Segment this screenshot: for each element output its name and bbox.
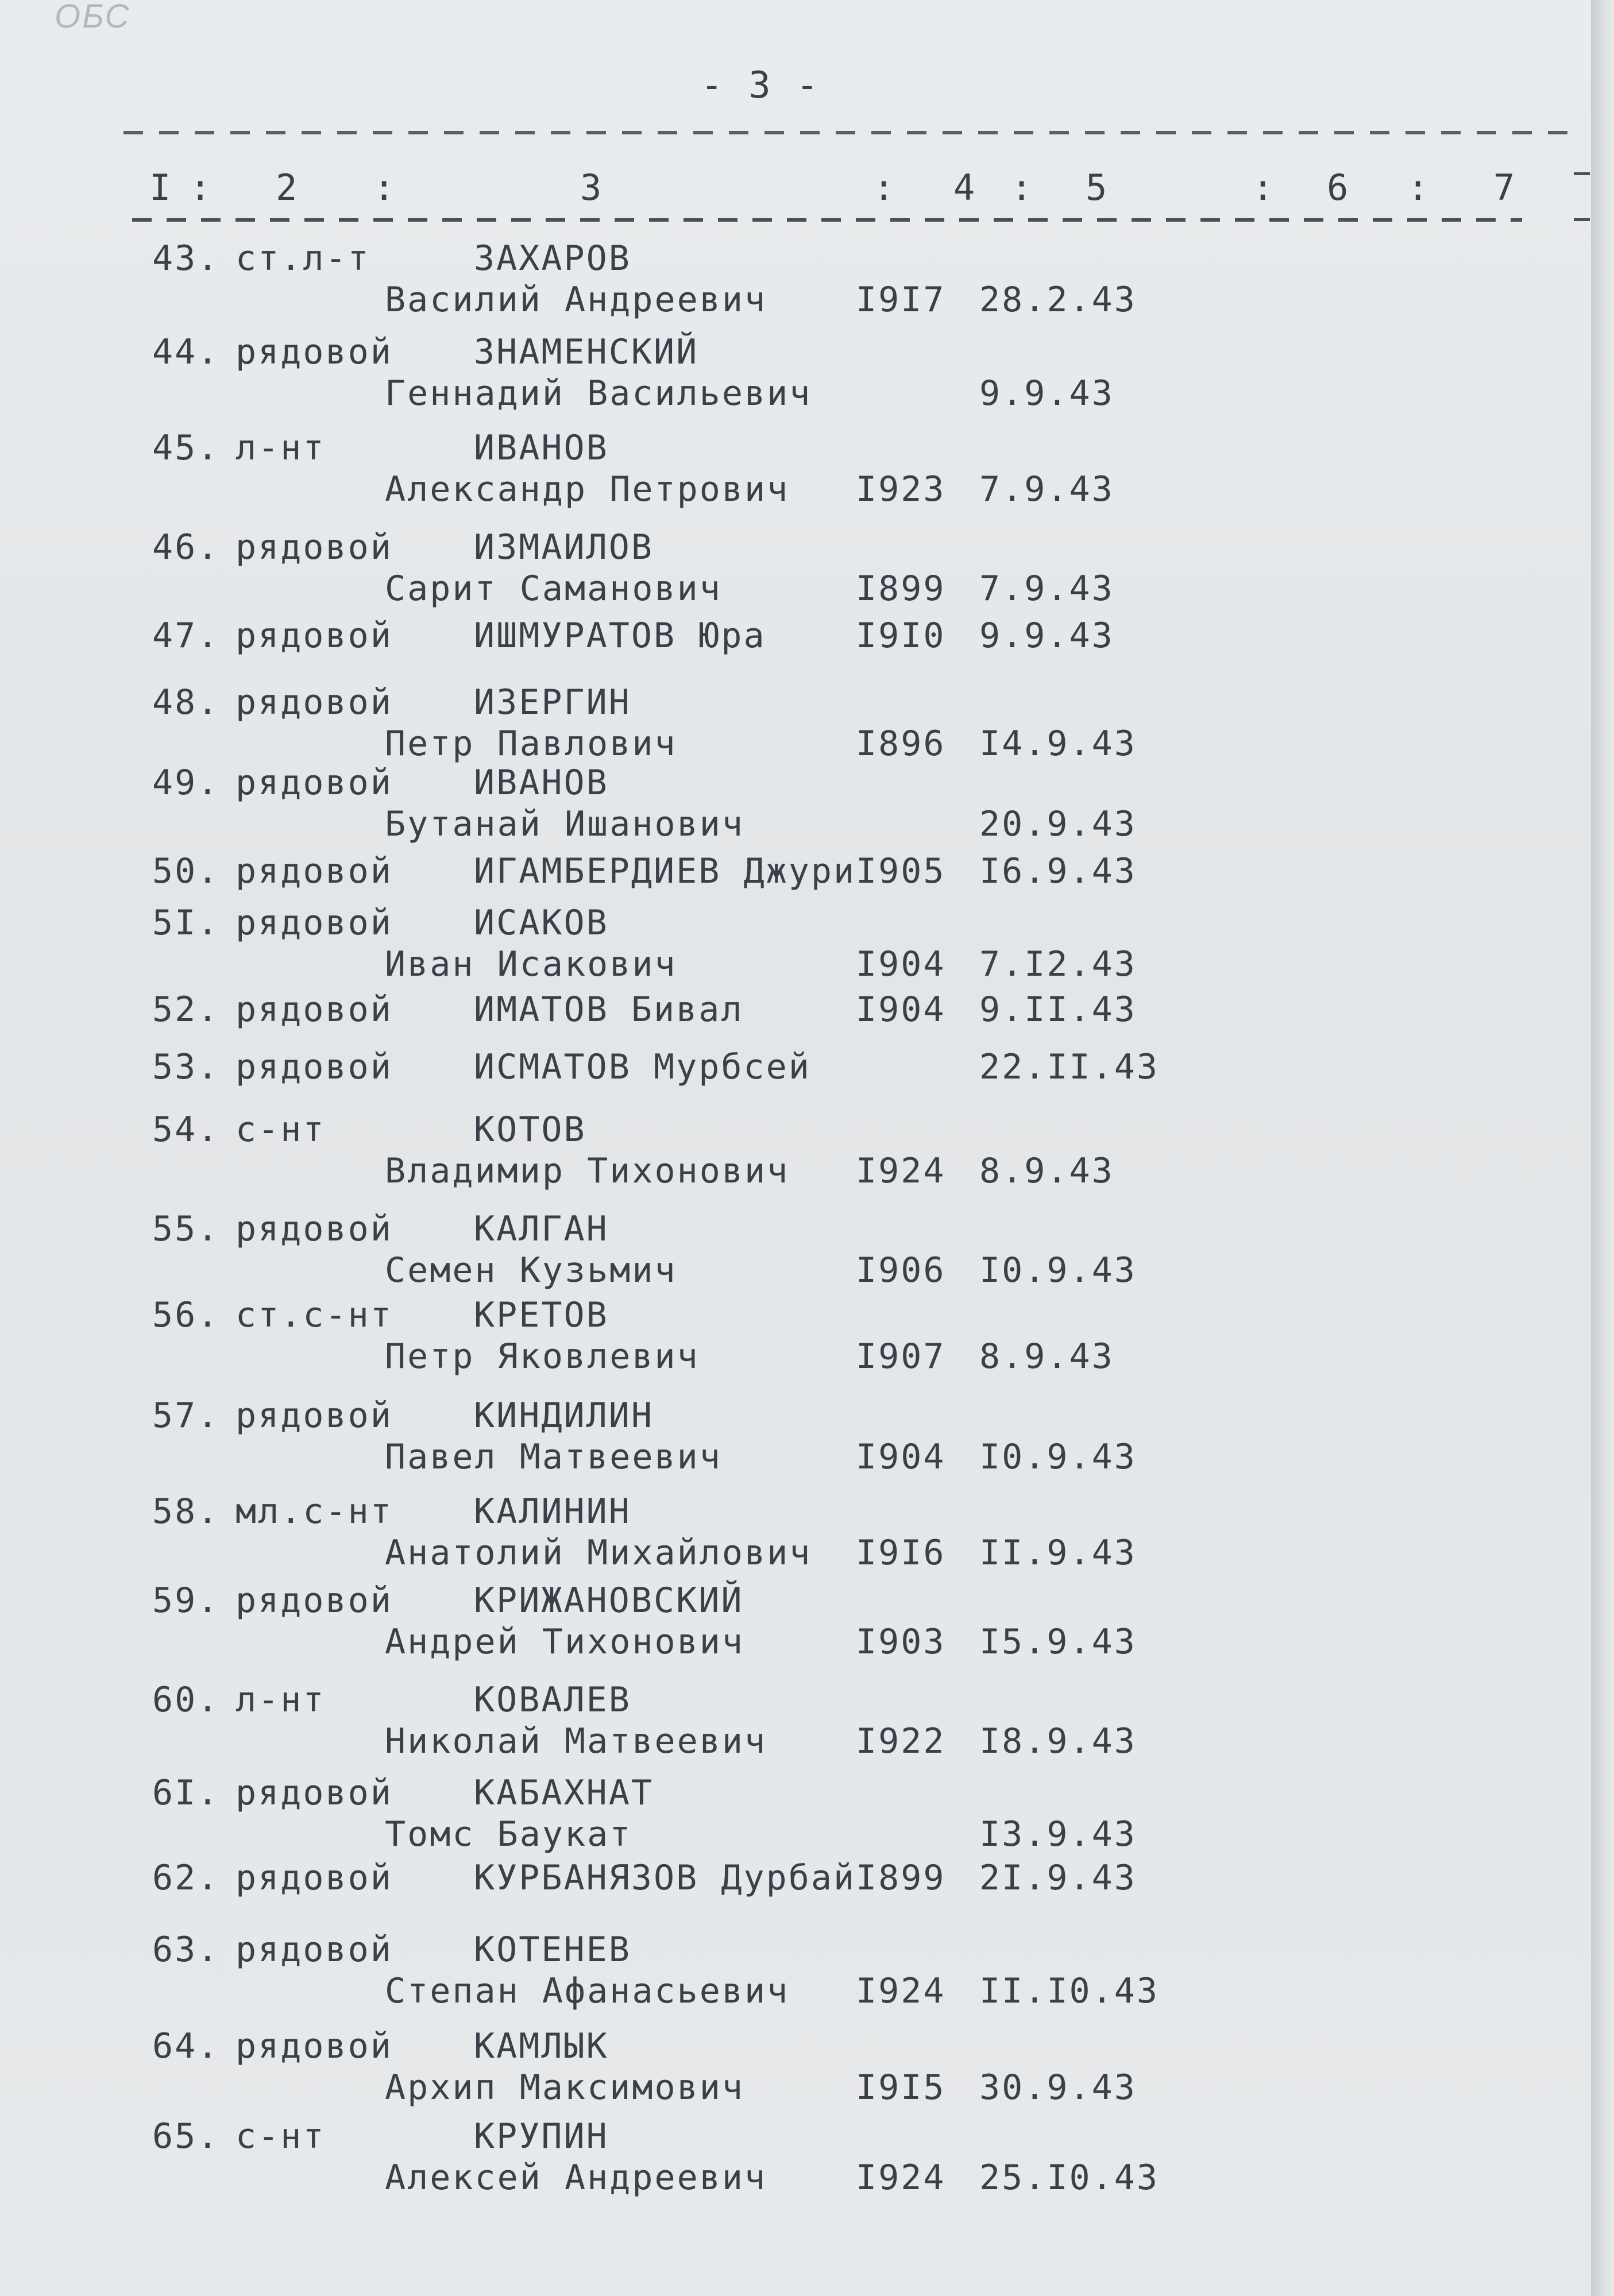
entry-given-name: Томс Баукат xyxy=(385,1814,632,1854)
entry-rank: рядовой xyxy=(235,851,393,891)
entry-rank: рядовой xyxy=(235,1580,393,1621)
entry-birth-year: I923 xyxy=(856,469,946,509)
page-number: - 3 - xyxy=(701,64,820,107)
entry-rank: рядовой xyxy=(235,527,393,567)
entry-rank: рядовой xyxy=(235,332,393,372)
entry-rank: рядовой xyxy=(235,2026,393,2066)
header-sep: : xyxy=(190,167,213,208)
entry-given-name: Владимир Тихонович xyxy=(385,1151,790,1191)
header-col-2: 2 xyxy=(276,167,299,208)
header-col-5: 5 xyxy=(1086,167,1109,208)
entry-number: 6I. xyxy=(152,1773,220,1813)
entry-rank: рядовой xyxy=(235,616,393,656)
entry-surname: ИСАКОВ xyxy=(474,903,609,943)
entry-surname: КАБАХНАТ xyxy=(474,1773,654,1813)
entry-surname: ИЗЕРГИН xyxy=(474,682,631,722)
entry-rank: рядовой xyxy=(235,989,393,1030)
entry-given-name: Александр Петрович xyxy=(385,469,790,509)
entry-rank: рядовой xyxy=(235,763,393,803)
entry-number: 43. xyxy=(152,238,220,279)
margin-dash xyxy=(1574,172,1590,175)
header-col-6: 6 xyxy=(1327,167,1350,208)
entry-date: I5.9.43 xyxy=(979,1622,1137,1662)
entry-given-name: Степан Афанасьевич xyxy=(385,1971,790,2011)
entry-surname: КАЛГАН xyxy=(474,1209,609,1249)
entry-birth-year: I9I6 xyxy=(856,1533,946,1573)
entry-number: 59. xyxy=(152,1580,220,1621)
entry-number: 64. xyxy=(152,2026,220,2066)
entry-date: 9.9.43 xyxy=(979,373,1114,413)
entry-given-name: Архип Максимович xyxy=(385,2067,744,2108)
header-col-4: 4 xyxy=(953,167,977,208)
entry-surname: ИЗМАИЛОВ xyxy=(474,527,654,567)
entry-surname: КУРБАНЯЗОВ Дурбай xyxy=(474,1858,856,1898)
entry-number: 49. xyxy=(152,763,220,803)
header-col-7: 7 xyxy=(1493,167,1517,208)
entry-rank: ст.с-нт xyxy=(235,1295,393,1335)
entry-number: 48. xyxy=(152,682,220,722)
entry-given-name: Василий Андреевич xyxy=(385,280,767,320)
entry-date: 9.9.43 xyxy=(979,616,1114,656)
entry-date: 9.II.43 xyxy=(979,989,1137,1030)
entry-surname: КОТОВ xyxy=(474,1110,586,1150)
entry-surname: КРЕТОВ xyxy=(474,1295,609,1335)
entry-date: I3.9.43 xyxy=(979,1814,1137,1854)
entry-date: 7.9.43 xyxy=(979,569,1114,609)
entry-rank: с-нт xyxy=(235,2116,326,2156)
entry-birth-year: I896 xyxy=(856,724,946,764)
entry-surname: ИШМУРАТОВ Юра xyxy=(474,616,766,656)
entry-birth-year: I906 xyxy=(856,1250,946,1290)
entry-birth-year: I904 xyxy=(856,989,946,1030)
entry-date: I0.9.43 xyxy=(979,1250,1137,1290)
corner-note: ОБС xyxy=(55,0,131,35)
entry-date: 2I.9.43 xyxy=(979,1858,1137,1898)
entry-given-name: Иван Исакович xyxy=(385,944,677,984)
entry-surname: ЗНАМЕНСКИЙ xyxy=(474,332,699,372)
entry-surname: ИГАМБЕРДИЕВ Джури xyxy=(474,851,856,891)
entry-number: 58. xyxy=(152,1491,220,1532)
adjacent-page-edge xyxy=(1591,0,1614,2296)
entry-number: 46. xyxy=(152,527,220,567)
entry-given-name: Павел Матвеевич xyxy=(385,1437,722,1477)
entry-rank: рядовой xyxy=(235,1047,393,1087)
entry-given-name: Геннадий Васильевич xyxy=(385,373,812,413)
entry-surname: ЗАХАРОВ xyxy=(474,238,631,279)
entry-surname: ИМАТОВ Бивал xyxy=(474,989,744,1030)
header-col-1: I xyxy=(149,167,173,208)
entry-number: 54. xyxy=(152,1110,220,1150)
entry-rank: рядовой xyxy=(235,1773,393,1813)
entry-number: 52. xyxy=(152,989,220,1030)
entry-date: 22.II.43 xyxy=(979,1047,1159,1087)
entry-number: 50. xyxy=(152,851,220,891)
entry-birth-year: I9I7 xyxy=(856,280,946,320)
table-header xyxy=(132,167,1568,224)
entry-birth-year: I899 xyxy=(856,569,946,609)
entry-birth-year: I907 xyxy=(856,1336,946,1377)
entry-surname: КИНДИЛИН xyxy=(474,1396,654,1436)
entry-rank: л-нт xyxy=(235,1680,326,1720)
entry-date: II.9.43 xyxy=(979,1533,1137,1573)
entry-rank: л-нт xyxy=(235,428,326,468)
entry-surname: КРУПИН xyxy=(474,2116,609,2156)
entry-given-name: Петр Яковлевич xyxy=(385,1336,700,1377)
entry-birth-year: I922 xyxy=(856,1721,946,1761)
entry-rank: рядовой xyxy=(235,1396,393,1436)
entry-birth-year: I904 xyxy=(856,1437,946,1477)
entry-given-name: Сарит Саманович xyxy=(385,569,722,609)
entry-birth-year: I924 xyxy=(856,1971,946,2011)
entry-number: 5I. xyxy=(152,903,220,943)
entry-number: 47. xyxy=(152,616,220,656)
entry-given-name: Алексей Андреевич xyxy=(385,2158,767,2198)
entry-given-name: Бутанай Ишанович xyxy=(385,804,744,844)
header-sep: : xyxy=(1252,167,1276,208)
entry-surname: ИВАНОВ xyxy=(474,763,609,803)
entry-date: I0.9.43 xyxy=(979,1437,1137,1477)
entry-birth-year: I905 xyxy=(856,851,946,891)
entry-date: II.I0.43 xyxy=(979,1971,1159,2011)
entry-rank: рядовой xyxy=(235,682,393,722)
header-sep: : xyxy=(873,167,897,208)
entry-number: 55. xyxy=(152,1209,220,1249)
entry-given-name: Петр Павлович xyxy=(385,724,677,764)
entry-surname: КРИЖАНОВСКИЙ xyxy=(474,1580,744,1621)
entry-date: 8.9.43 xyxy=(979,1336,1114,1377)
entry-rank: рядовой xyxy=(235,903,393,943)
entry-date: 28.2.43 xyxy=(979,280,1137,320)
header-col-3: 3 xyxy=(580,167,604,208)
entry-birth-year: I903 xyxy=(856,1622,946,1662)
entry-surname: КОВАЛЕВ xyxy=(474,1680,631,1720)
entry-rank: рядовой xyxy=(235,1930,393,1970)
header-sep: : xyxy=(1407,167,1431,208)
entry-birth-year: I924 xyxy=(856,1151,946,1191)
entry-date: I6.9.43 xyxy=(979,851,1137,891)
entry-given-name: Семен Кузьмич xyxy=(385,1250,677,1290)
header-sep: : xyxy=(373,167,397,208)
entry-birth-year: I899 xyxy=(856,1858,946,1898)
entry-date: I4.9.43 xyxy=(979,724,1137,764)
entry-surname: КАЛИНИН xyxy=(474,1491,631,1532)
header-sep: : xyxy=(1011,167,1034,208)
entry-number: 45. xyxy=(152,428,220,468)
margin-dash xyxy=(1574,218,1590,221)
entry-number: 44. xyxy=(152,332,220,372)
entry-date: 8.9.43 xyxy=(979,1151,1114,1191)
entry-date: 25.I0.43 xyxy=(979,2158,1159,2198)
entry-surname: КОТЕНЕВ xyxy=(474,1930,631,1970)
entry-rank: ст.л-т xyxy=(235,238,370,279)
entry-date: I8.9.43 xyxy=(979,1721,1137,1761)
entry-surname: КАМЛЫК xyxy=(474,2026,609,2066)
entry-number: 56. xyxy=(152,1295,220,1335)
entry-birth-year: I924 xyxy=(856,2158,946,2198)
entry-rank: с-нт xyxy=(235,1110,326,1150)
entry-date: 7.I2.43 xyxy=(979,944,1137,984)
entry-birth-year: I9I5 xyxy=(856,2067,946,2108)
entry-given-name: Анатолий Михайлович xyxy=(385,1533,812,1573)
header-divider xyxy=(132,218,1522,222)
entry-surname: ИСМАТОВ Мурбсей xyxy=(474,1047,811,1087)
entry-rank: мл.с-нт xyxy=(235,1491,393,1532)
entry-birth-year: I9I0 xyxy=(856,616,946,656)
entry-date: 20.9.43 xyxy=(979,804,1137,844)
entry-number: 57. xyxy=(152,1396,220,1436)
entry-surname: ИВАНОВ xyxy=(474,428,609,468)
entry-rank: рядовой xyxy=(235,1209,393,1249)
top-divider xyxy=(123,131,1571,134)
entry-number: 63. xyxy=(152,1930,220,1970)
entry-birth-year: I904 xyxy=(856,944,946,984)
entry-number: 65. xyxy=(152,2116,220,2156)
entry-given-name: Андрей Тихонович xyxy=(385,1622,744,1662)
entry-given-name: Николай Матвеевич xyxy=(385,1721,767,1761)
entry-date: 30.9.43 xyxy=(979,2067,1137,2108)
entry-date: 7.9.43 xyxy=(979,469,1114,509)
entry-number: 60. xyxy=(152,1680,220,1720)
entry-number: 62. xyxy=(152,1858,220,1898)
entry-number: 53. xyxy=(152,1047,220,1087)
entry-rank: рядовой xyxy=(235,1858,393,1898)
